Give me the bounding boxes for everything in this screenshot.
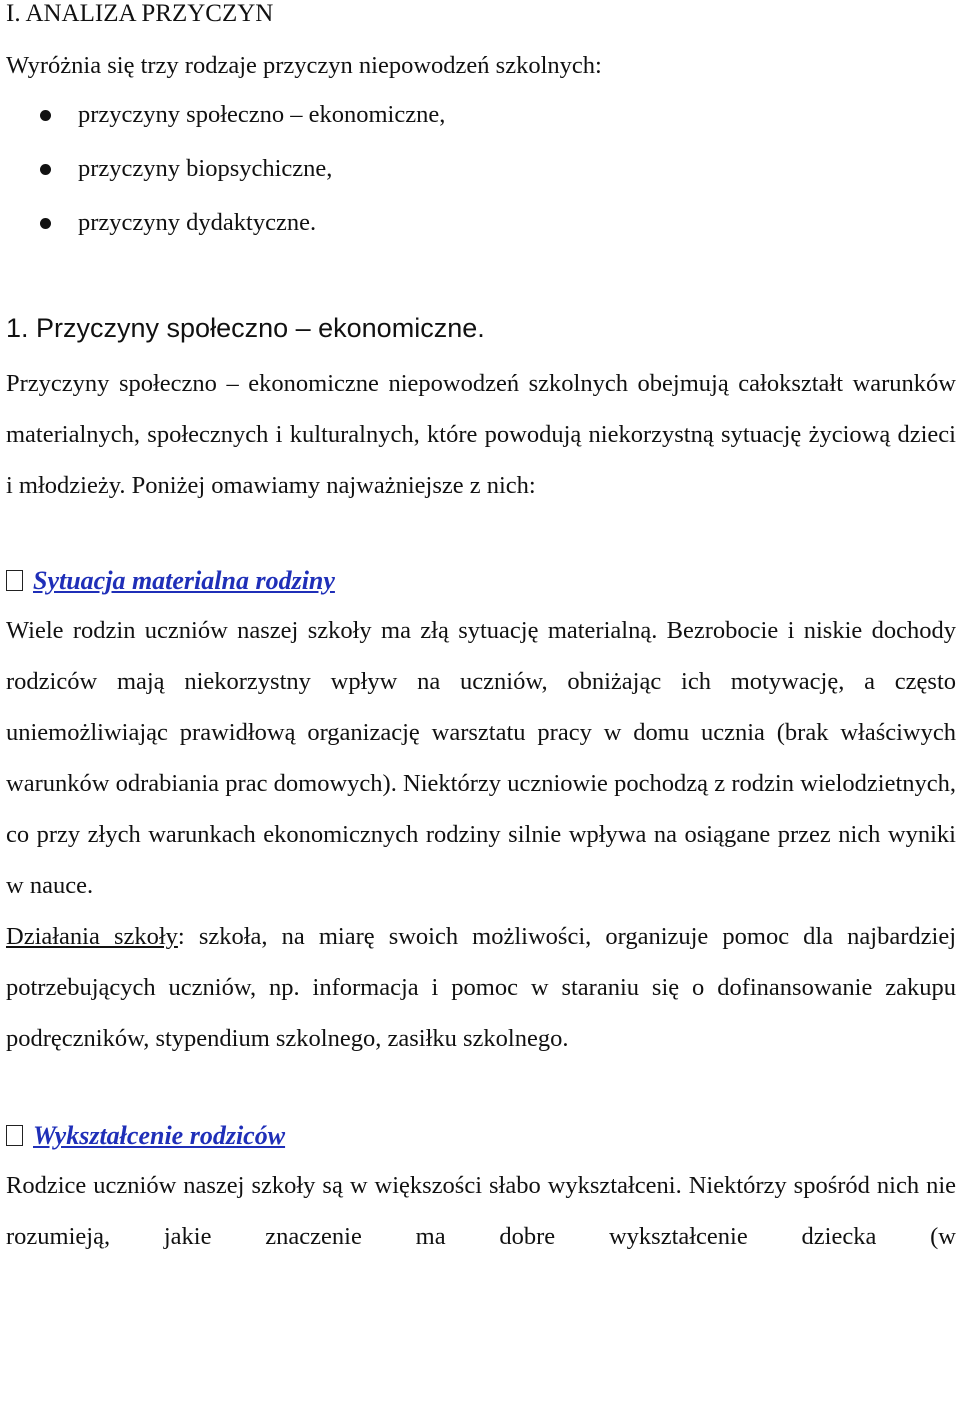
school-actions-text: : szkoła, na miarę swoich możliwości, organizuje pomoc dla najbardziej potrzebujących uczniów, np. informacja i pomoc w staraniu się o dofinansowanie zakupu podręczników, stypendium szkolnego, zasiłku szkolnego. bbox=[6, 923, 957, 1052]
subsection-paragraph: Wiele rodzin uczniów naszej szkoły ma złą sytuację materialną. Bezrobocie i niskie dochody rodziców mają niekorzystny wpływ na uczniów, obniżając ich motywację, a często uniemożliwiając prawidłową organizację warsztatu pracy w domu ucznia (brak właściwych warunków odrabiania prac domowych). Niektórzy uczniowie pochodzą z rodzin wielodzietnych, co przy złych warunkach ekonomicznych rodziny silnie wpływa na osiągane przez nich wyniki w nauce. bbox=[6, 617, 956, 899]
subsection-link[interactable]: Sytuacja materialna rodziny bbox=[33, 566, 335, 595]
subsection-title-material bbox=[6, 565, 956, 597]
list-item: przyczyny społeczno – ekonomiczne, bbox=[6, 88, 956, 142]
bullet-icon bbox=[40, 110, 51, 121]
document-page bbox=[6, 0, 956, 1262]
school-actions-paragraph bbox=[6, 911, 956, 1064]
checkbox-icon bbox=[6, 570, 23, 591]
document-heading: I. ANALIZA PRZYCZYN bbox=[6, 0, 274, 27]
subsection-paragraph: Rodzice uczniów naszej szkoły są w większości słabo wykształceni. Niektórzy spośród nich nie rozumieją, jakie znaczenie ma dobre wykształcenie dziecka (w bbox=[6, 1172, 956, 1250]
subsection-title-education bbox=[6, 1120, 956, 1152]
school-actions-label: Działania szkoły bbox=[6, 923, 178, 950]
bullet-icon bbox=[40, 164, 51, 175]
section-title: 1. Przyczyny społeczno – ekonomiczne. bbox=[6, 313, 485, 343]
section-paragraph: Przyczyny społeczno – ekonomiczne niepowodzeń szkolnych obejmują całokształt warunków materialnych, społecznych i kulturalnych, które powodują niekorzystną sytuację życiową dzieci i młodzieży. Poniżej omawiamy najważniejsze z nich: bbox=[6, 370, 956, 499]
intro-text: Wyróżnia się trzy rodzaje przyczyn niepowodzeń szkolnych: bbox=[6, 52, 602, 79]
bullet-icon bbox=[40, 218, 51, 229]
subsection-link[interactable]: Wykształcenie rodziców bbox=[33, 1121, 286, 1150]
cause-types-list bbox=[6, 88, 956, 250]
checkbox-icon bbox=[6, 1125, 23, 1146]
list-item: przyczyny dydaktyczne. bbox=[6, 196, 956, 250]
list-item: przyczyny biopsychiczne, bbox=[6, 142, 956, 196]
